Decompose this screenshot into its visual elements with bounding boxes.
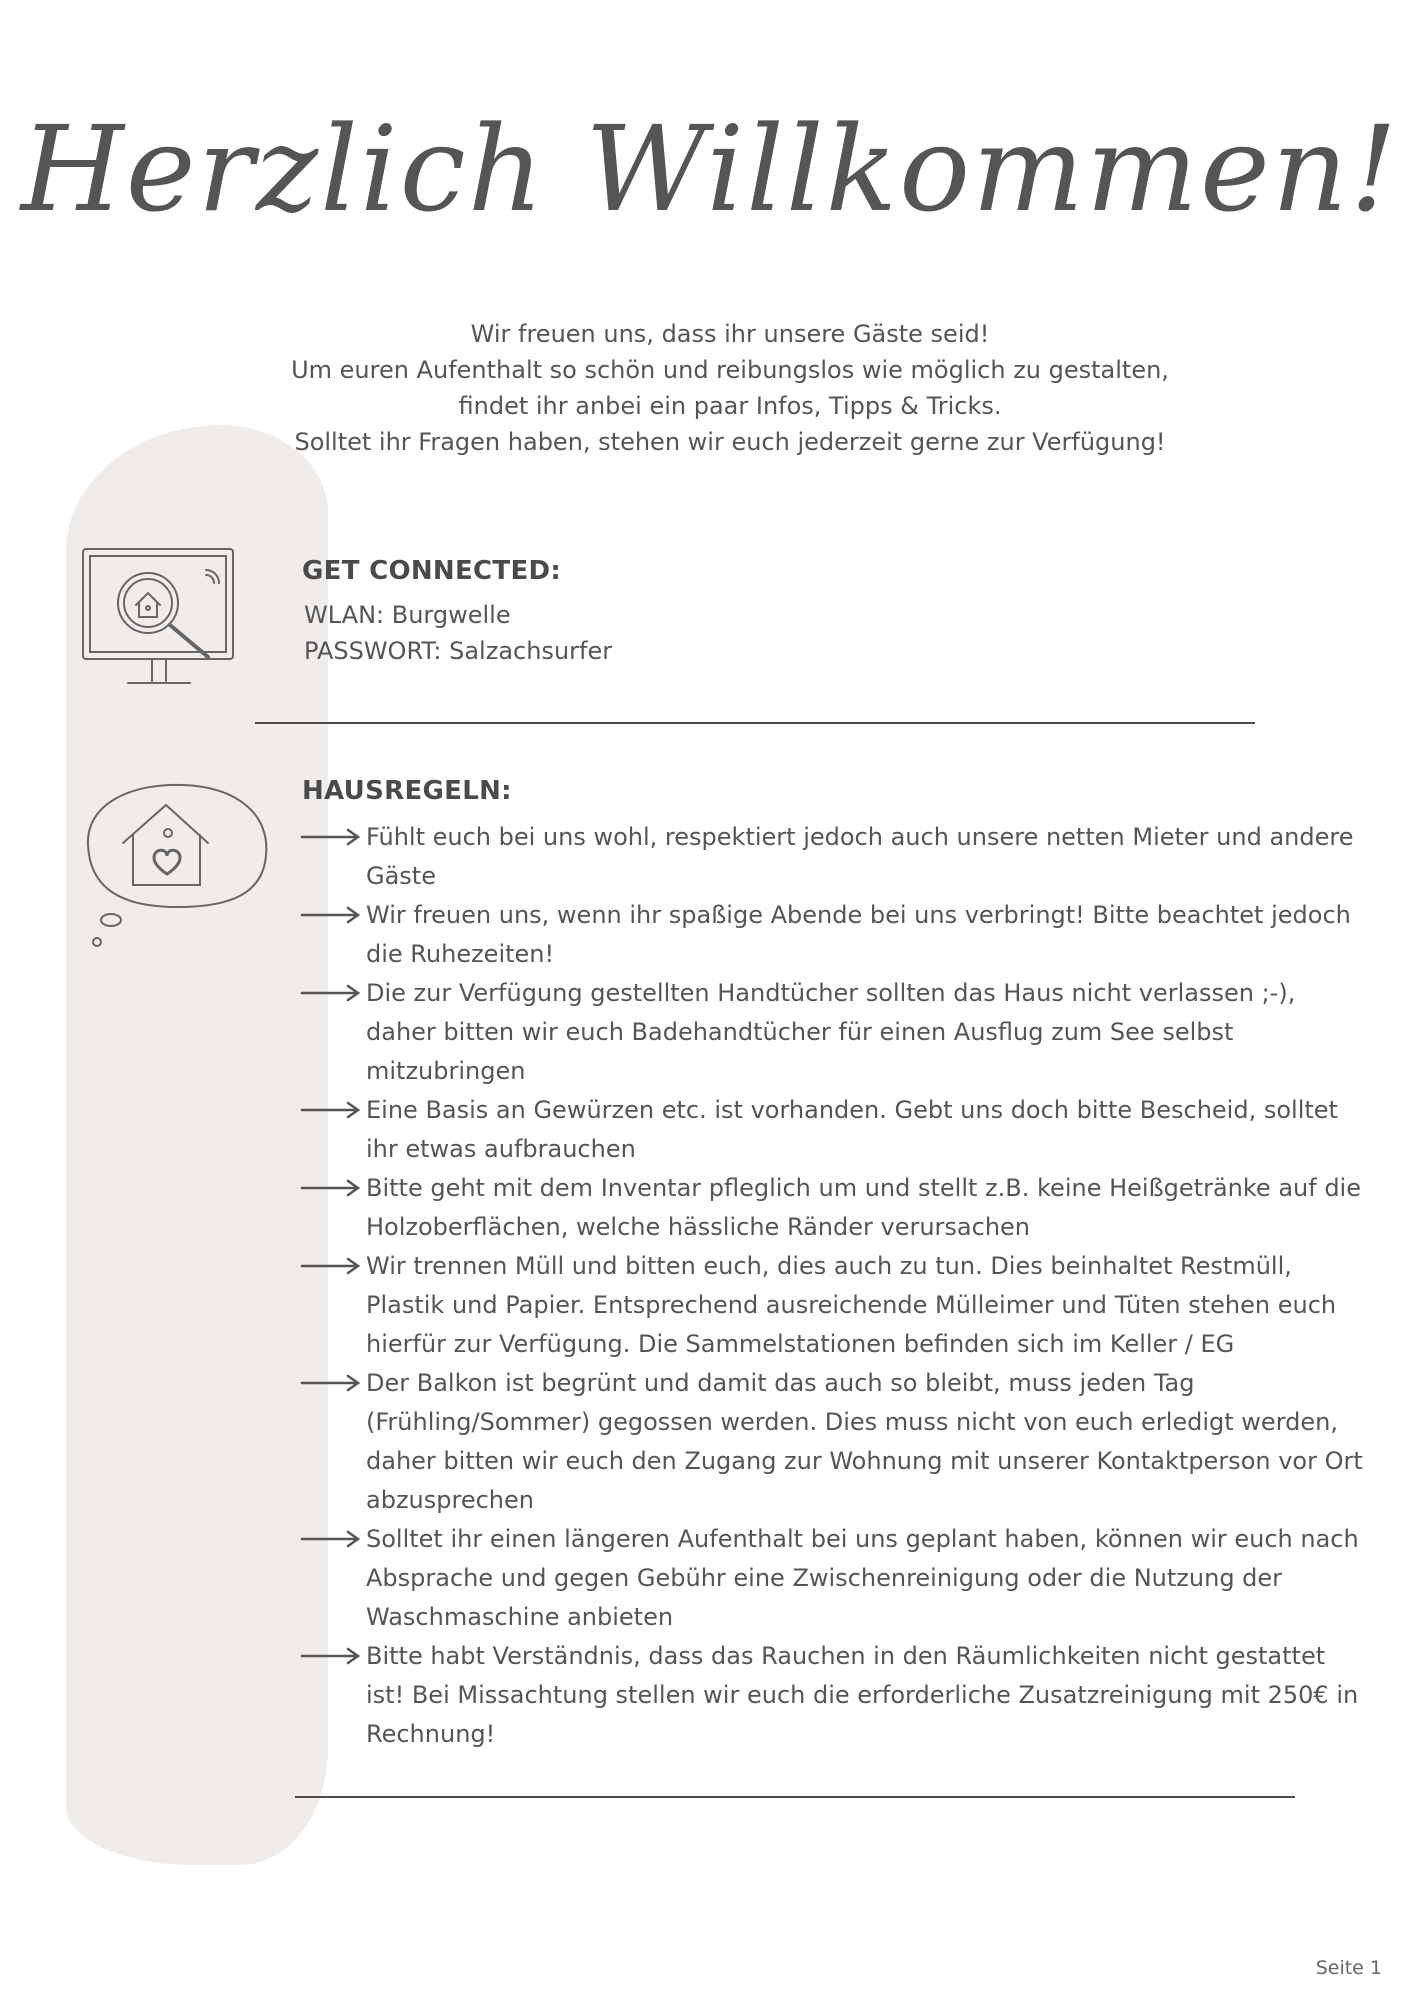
wlan-password: PASSWORT: Salzachsurfer (304, 637, 613, 665)
get-connected-heading: GET CONNECTED: (302, 556, 562, 586)
list-item (300, 1247, 1370, 1364)
rule-text: Wir freuen uns, wenn ihr spaßige Abende bei uns verbringt! Bitte beachtet jedoch die Ruhezeiten! (366, 901, 1351, 968)
thought-bubble-house-heart-icon (78, 775, 278, 970)
title-text: Herzlich Willkommen! (20, 100, 1400, 238)
hausregeln-heading: HAUSREGELN: (302, 776, 512, 806)
rule-text: Fühlt euch bei uns wohl, respektiert jedoch auch unsere netten Mieter und andere Gäste (366, 823, 1354, 890)
wlan-name: WLAN: Burgwelle (304, 601, 511, 629)
list-item (300, 1169, 1370, 1247)
rule-text: Wir trennen Müll und bitten euch, dies auch zu tun. Dies beinhaltet Restmüll, Plastik und Papier. Entsprechend ausreichende Mülleimer und Tüten stehen euch hierfür zur Verfügung. Die Sammelstationen befinden sich im Keller / EG (366, 1252, 1337, 1358)
rule-text: Der Balkon ist begrünt und damit das auch so bleibt, muss jeden Tag (Frühling/Sommer) gegossen werden. Dies muss nicht von euch erledigt werden, daher bitten wir euch den Zugang zur Wohnung mit unserer Kontaktperson vor Ort abzusprechen (366, 1369, 1363, 1514)
house-rules-list (300, 818, 1370, 1754)
arrow-right-icon (300, 1099, 362, 1121)
arrow-right-icon (300, 982, 362, 1004)
intro-text (180, 316, 1280, 460)
arrow-right-icon (300, 1528, 362, 1550)
page-title (20, 20, 1400, 300)
wifi-info (304, 597, 612, 669)
rule-text: Die zur Verfügung gestellten Handtücher sollten das Haus nicht verlassen ;-), daher bitten wir euch Badehandtücher für einen Ausflug zum See selbst mitzubringen (366, 979, 1296, 1085)
list-item (300, 818, 1370, 896)
arrow-right-icon (300, 904, 362, 926)
intro-line: Um euren Aufenthalt so schön und reibungslos wie möglich zu gestalten, (291, 356, 1169, 384)
arrow-right-icon (300, 1177, 362, 1199)
rule-text: Bitte geht mit dem Inventar pfleglich um und stellt z.B. keine Heißgetränke auf die Holzoberflächen, welche hässliche Ränder verursachen (366, 1174, 1361, 1241)
list-item (300, 974, 1370, 1091)
list-item (300, 1364, 1370, 1520)
divider (255, 722, 1255, 724)
arrow-right-icon (300, 1372, 362, 1394)
divider (295, 1796, 1295, 1798)
page-number: Seite 1 (1315, 1957, 1382, 1979)
rule-text: Solltet ihr einen längeren Aufenthalt bei uns geplant haben, können wir euch nach Absprache und gegen Gebühr eine Zwischenreinigung oder die Nutzung der Waschmaschine anbieten (366, 1525, 1359, 1631)
intro-line: findet ihr anbei ein paar Infos, Tipps & Tricks. (458, 392, 1002, 420)
arrow-right-icon (300, 826, 362, 848)
intro-line: Solltet ihr Fragen haben, stehen wir euch jederzeit gerne zur Verfügung! (294, 428, 1166, 456)
arrow-right-icon (300, 1645, 362, 1667)
list-item (300, 896, 1370, 974)
list-item (300, 1091, 1370, 1169)
intro-line: Wir freuen uns, dass ihr unsere Gäste seid! (470, 320, 990, 348)
list-item (300, 1637, 1370, 1754)
monitor-search-house-icon (80, 545, 255, 695)
arrow-right-icon (300, 1255, 362, 1277)
rule-text: Eine Basis an Gewürzen etc. ist vorhanden. Gebt uns doch bitte Bescheid, solltet ihr etwas aufbrauchen (366, 1096, 1338, 1163)
list-item (300, 1520, 1370, 1637)
rule-text: Bitte habt Verständnis, dass das Rauchen in den Räumlichkeiten nicht gestattet ist! Bei Missachtung stellen wir euch die erforderliche Zusatzreinigung mit 250€ in Rechnung! (366, 1642, 1359, 1748)
